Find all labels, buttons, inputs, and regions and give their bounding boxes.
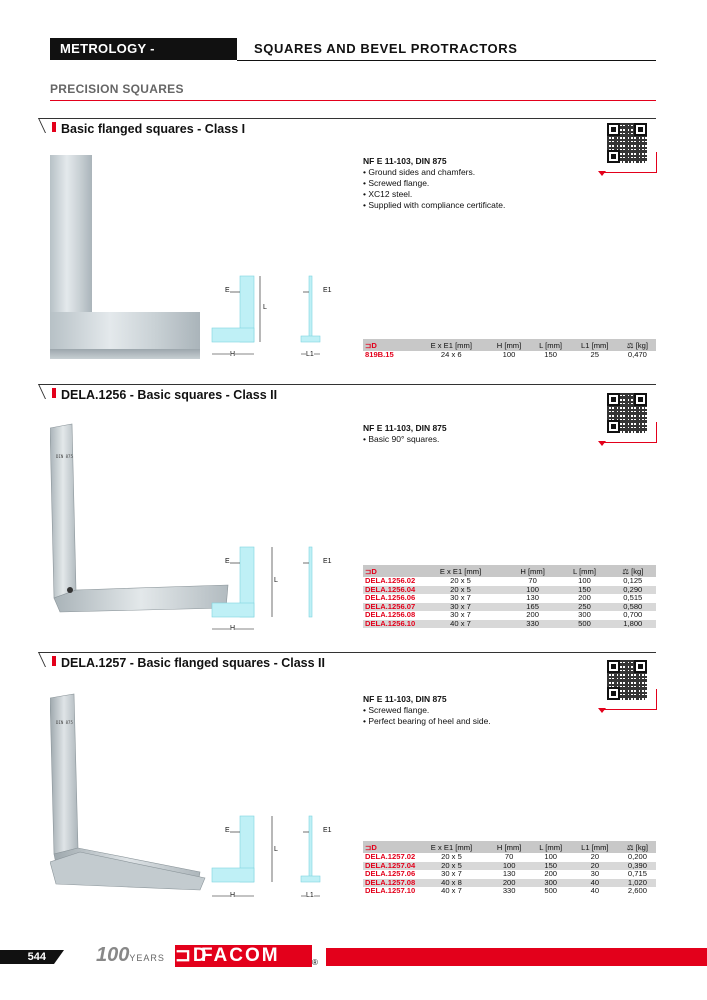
column-header: L1 [mm] xyxy=(571,841,619,853)
column-header: L1 [mm] xyxy=(571,339,619,351)
weight-icon: ⚖ xyxy=(626,340,636,350)
table-cell: 200 xyxy=(526,610,539,619)
reference-cell[interactable]: DELA.1257.10 xyxy=(365,886,416,895)
reference-cell[interactable]: DELA.1256.06 xyxy=(365,593,416,602)
subtitle: PRECISION SQUARES xyxy=(50,82,184,96)
column-header: H [mm] xyxy=(488,841,531,853)
column-header: E x E1 [mm] xyxy=(415,841,487,853)
table-cell: 500 xyxy=(559,620,609,629)
table-cell: 20 x 5 xyxy=(415,586,506,595)
table-row xyxy=(363,887,656,896)
table-cell: 0,700 xyxy=(623,610,643,619)
table-cell: 100 xyxy=(506,586,560,595)
table-cell: 150 xyxy=(559,586,609,595)
table-cell: 20 x 5 xyxy=(441,852,462,861)
dim-h-label: H xyxy=(230,625,236,632)
product-description xyxy=(363,156,505,211)
dim-h-label: H xyxy=(230,892,236,899)
table-cell: 0,290 xyxy=(610,586,656,595)
table-cell: 70 xyxy=(528,576,537,585)
header-rule xyxy=(237,60,656,61)
reference-cell[interactable]: DELA.1256.08 xyxy=(365,610,416,619)
svg-text:DIN 875: DIN 875 xyxy=(56,720,73,725)
column-header: E x E1 [mm] xyxy=(415,565,506,577)
table-cell: 200 xyxy=(544,869,558,878)
weight-icon: ⚖ xyxy=(622,566,632,576)
spec-table xyxy=(363,565,656,628)
table-cell: 40 x 8 xyxy=(415,879,487,888)
reference-cell[interactable]: DELA.1256.04 xyxy=(365,584,416,594)
table-cell: 30 x 7 xyxy=(415,603,506,612)
footer-red-bar xyxy=(326,948,707,966)
table-cell: 300 xyxy=(578,610,591,619)
bullet: • Screwed flange. xyxy=(363,705,430,715)
table-cell: 150 xyxy=(544,350,557,359)
facom-symbol-icon: ⊐D xyxy=(175,945,209,966)
table-row xyxy=(363,351,656,360)
standard-text: NF E 11-103, DIN 875 xyxy=(363,156,447,166)
table-cell: 200 xyxy=(578,593,591,602)
brand-text: FACOM xyxy=(201,945,280,966)
facom-mini-logo-icon: ⊐D xyxy=(363,565,415,577)
spec-table xyxy=(363,841,656,896)
table-cell: 20 x 5 xyxy=(450,576,471,585)
page-number-tab xyxy=(54,950,64,964)
table-cell: 250 xyxy=(559,603,609,612)
dim-h-label: H xyxy=(230,351,236,358)
table-cell: 30 x 7 xyxy=(450,593,471,602)
dim-l1-label: L1 xyxy=(306,351,314,358)
facom-mini-logo-icon: ⊐D xyxy=(363,841,415,853)
table-cell: 2,600 xyxy=(627,886,647,895)
table-cell: 1,020 xyxy=(619,879,656,888)
square-flange-image xyxy=(50,349,200,359)
table-cell: 20 xyxy=(571,862,619,871)
column-header: L [mm] xyxy=(531,841,571,853)
dim-e-label: E xyxy=(225,287,230,294)
qr-pointer xyxy=(600,152,657,173)
dim-e1-label: E1 xyxy=(323,827,332,834)
reference-cell[interactable]: 819B.15 xyxy=(365,350,394,359)
table-cell: 100 xyxy=(544,852,558,861)
product-rule xyxy=(50,118,656,119)
table-cell: 20 x 5 xyxy=(415,862,487,871)
column-header: L [mm] xyxy=(559,565,609,577)
column-header: L [mm] xyxy=(530,339,570,351)
bullet: • XC12 steel. xyxy=(363,189,413,199)
reference-cell[interactable]: DELA.1256.02 xyxy=(365,576,416,585)
table-cell: 40 x 7 xyxy=(415,620,506,629)
table-cell: 130 xyxy=(526,593,539,602)
table-cell: 330 xyxy=(506,620,560,629)
column-header: H [mm] xyxy=(506,565,560,577)
spec-table xyxy=(363,339,656,360)
product-description xyxy=(363,423,447,445)
table-cell: 100 xyxy=(488,862,531,871)
dim-l-label: L xyxy=(274,846,278,853)
product-title: Basic flanged squares - Class I xyxy=(52,122,245,136)
hundred-years-logo xyxy=(96,944,165,967)
reference-cell[interactable]: DELA.1257.02 xyxy=(365,852,416,861)
dim-e-label: E xyxy=(225,558,230,565)
table-cell: 330 xyxy=(502,886,516,895)
table-cell: 0,515 xyxy=(623,593,643,602)
bullet: • Supplied with compliance certificate. xyxy=(363,200,506,210)
square-image xyxy=(50,420,230,620)
page-number: 544 xyxy=(0,950,54,964)
table-cell: 0,200 xyxy=(627,852,647,861)
product-title: DELA.1257 - Basic flanged squares - Class II xyxy=(52,656,325,670)
column-header: H [mm] xyxy=(488,339,531,351)
table-cell: 0,580 xyxy=(610,603,656,612)
table-cell: 25 xyxy=(590,350,599,359)
reference-cell[interactable]: DELA.1257.08 xyxy=(365,877,416,887)
bullet: • Basic 90° squares. xyxy=(363,434,440,444)
reference-cell[interactable]: DELA.1257.06 xyxy=(365,869,416,878)
hundred-text: 100 xyxy=(96,944,130,966)
svg-text:DIN 875: DIN 875 xyxy=(56,454,73,459)
table-cell: 300 xyxy=(531,879,571,888)
years-text: YEARS xyxy=(129,953,165,963)
table-cell: 30 x 7 xyxy=(450,610,471,619)
square-image xyxy=(50,692,230,892)
subtitle-rule xyxy=(50,100,656,101)
dimension-diagram xyxy=(210,272,345,362)
reference-cell[interactable]: DELA.1256.07 xyxy=(365,601,416,611)
table-cell: 30 x 7 xyxy=(441,869,462,878)
column-header-weight: ⚖ [kg] xyxy=(619,841,656,853)
standard-text: NF E 11-103, DIN 875 xyxy=(363,694,447,704)
weight-icon: ⚖ xyxy=(626,842,636,852)
dim-l-label: L xyxy=(274,577,278,584)
table-cell: 0,715 xyxy=(627,869,647,878)
table-cell: 0,125 xyxy=(623,576,643,585)
table-cell: 100 xyxy=(502,350,516,359)
dim-l1-label: L1 xyxy=(306,892,314,899)
bullet: • Perfect bearing of heel and side. xyxy=(363,716,491,726)
product-title: DELA.1256 - Basic squares - Class II xyxy=(52,388,277,402)
bullet: • Ground sides and chamfers. xyxy=(363,167,476,177)
reference-cell[interactable]: DELA.1256.10 xyxy=(365,618,416,628)
table-cell: 70 xyxy=(504,852,514,861)
standard-text: NF E 11-103, DIN 875 xyxy=(363,423,447,433)
facom-logo xyxy=(175,945,312,967)
table-cell: 40 x 7 xyxy=(441,886,462,895)
section-title: SQUARES AND BEVEL PROTRACTORS xyxy=(254,41,518,56)
dimension-diagram xyxy=(210,543,345,633)
column-header-weight: ⚖ [kg] xyxy=(610,565,656,577)
table-cell: 24 x 6 xyxy=(440,350,462,359)
table-cell: 40 xyxy=(590,886,600,895)
table-cell: 165 xyxy=(506,603,560,612)
product-rule xyxy=(50,652,656,653)
table-cell: 0,390 xyxy=(619,862,656,871)
product-rule xyxy=(50,384,656,385)
table-cell: 40 xyxy=(571,879,619,888)
bullet: • Screwed flange. xyxy=(363,178,430,188)
table-cell: 200 xyxy=(488,879,531,888)
column-header-weight: ⚖ [kg] xyxy=(619,339,656,351)
dim-e1-label: E1 xyxy=(323,287,332,294)
qr-pointer xyxy=(600,422,657,443)
table-cell: 0,470 xyxy=(627,350,647,359)
reference-cell[interactable]: DELA.1257.04 xyxy=(365,860,416,870)
category-tag: METROLOGY - MEASURING xyxy=(50,38,237,60)
table-cell: 1,800 xyxy=(610,620,656,629)
table-cell: 130 xyxy=(502,869,516,878)
dim-e-label: E xyxy=(225,827,230,834)
table-cell: 150 xyxy=(531,862,571,871)
registered-mark: ® xyxy=(312,958,318,967)
qr-pointer xyxy=(600,689,657,710)
table-cell: 500 xyxy=(544,886,558,895)
table-cell: 100 xyxy=(578,576,591,585)
dim-e1-label: E1 xyxy=(323,558,332,565)
table-row xyxy=(363,620,656,629)
column-header: E x E1 [mm] xyxy=(415,339,488,351)
dim-l-label: L xyxy=(263,304,267,311)
dimension-diagram xyxy=(210,812,345,902)
facom-mini-logo-icon: ⊐D xyxy=(363,339,415,351)
table-cell: 30 xyxy=(590,869,600,878)
table-cell: 20 xyxy=(590,852,600,861)
product-description xyxy=(363,694,491,727)
